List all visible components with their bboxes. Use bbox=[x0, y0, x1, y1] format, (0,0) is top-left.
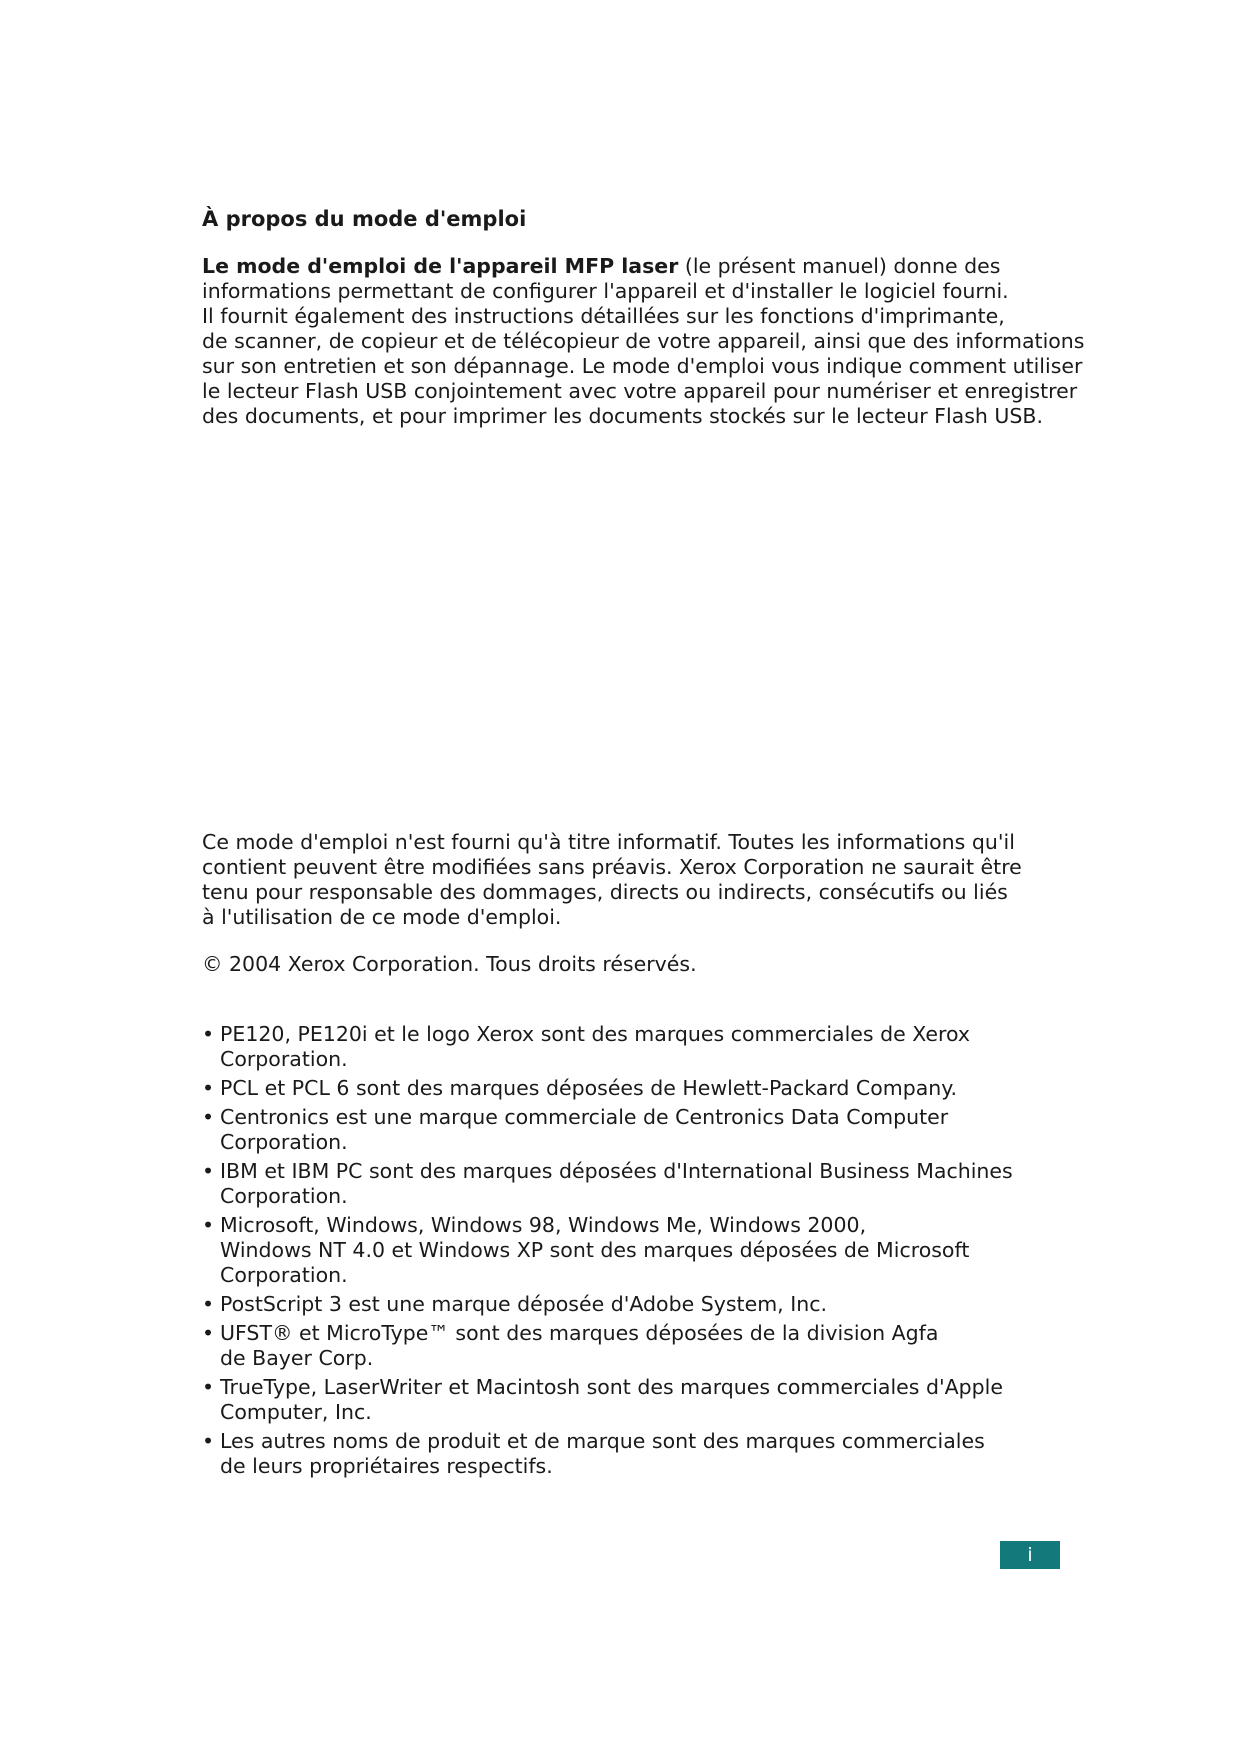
intro-first-line-rest: (le présent manuel) donne des bbox=[678, 254, 1001, 278]
bullet-icon: • bbox=[202, 1321, 215, 1345]
trademark-item bbox=[202, 1375, 1062, 1425]
trademark-item bbox=[202, 1213, 1062, 1288]
trademark-line: Corporation. bbox=[220, 1263, 348, 1287]
intro-line: sur son entretien et son dépannage. Le mode d'emploi vous indique comment utiliser bbox=[202, 354, 1083, 378]
disclaimer-line: à l'utilisation de ce mode d'emploi. bbox=[202, 905, 562, 929]
intro-first-line bbox=[202, 254, 1062, 279]
trademark-line: Corporation. bbox=[220, 1130, 348, 1154]
bullet-icon: • bbox=[202, 1292, 215, 1316]
intro-line: de scanner, de copieur et de télécopieur de votre appareil, ainsi que des informations bbox=[202, 329, 1085, 353]
trademark-line: PostScript 3 est une marque déposée d'Adobe System, Inc. bbox=[220, 1292, 828, 1316]
trademark-line: de leurs propriétaires respectifs. bbox=[220, 1454, 553, 1478]
trademark-line: TrueType, LaserWriter et Macintosh sont des marques commerciales d'Apple bbox=[220, 1375, 1003, 1399]
trademark-list bbox=[202, 1022, 1062, 1483]
trademark-item bbox=[202, 1429, 1062, 1479]
section-title: À propos du mode d'emploi bbox=[202, 207, 527, 231]
disclaimer-paragraph bbox=[202, 830, 1062, 930]
trademark-line: de Bayer Corp. bbox=[220, 1346, 374, 1370]
intro-paragraph bbox=[202, 254, 1085, 429]
trademark-line: PCL et PCL 6 sont des marques déposées de Hewlett-Packard Company. bbox=[220, 1076, 958, 1100]
trademark-line: Centronics est une marque commerciale de Centronics Data Computer bbox=[220, 1105, 949, 1129]
copyright-notice: © 2004 Xerox Corporation. Tous droits réservés. bbox=[202, 952, 697, 976]
trademark-line: IBM et IBM PC sont des marques déposées d'International Business Machines bbox=[220, 1159, 1013, 1183]
trademark-line: Computer, Inc. bbox=[220, 1400, 372, 1424]
bullet-icon: • bbox=[202, 1429, 215, 1453]
trademark-line: Les autres noms de produit et de marque sont des marques commerciales bbox=[220, 1429, 985, 1453]
trademark-item bbox=[202, 1159, 1062, 1209]
bullet-icon: • bbox=[202, 1022, 215, 1046]
manual-name: Le mode d'emploi de l'appareil MFP laser bbox=[202, 254, 679, 278]
trademark-item bbox=[202, 1105, 1062, 1155]
trademark-line: Microsoft, Windows, Windows 98, Windows Me, Windows 2000, bbox=[220, 1213, 867, 1237]
intro-line: le lecteur Flash USB conjointement avec votre appareil pour numériser et enregistrer bbox=[202, 379, 1078, 403]
trademark-item bbox=[202, 1292, 1062, 1317]
intro-line: informations permettant de configurer l'appareil et d'installer le logiciel fourni. bbox=[202, 279, 1009, 303]
trademark-item bbox=[202, 1076, 1062, 1101]
disclaimer-line: Ce mode d'emploi n'est fourni qu'à titre informatif. Toutes les informations qu'il bbox=[202, 830, 1015, 854]
disclaimer-line: contient peuvent être modifiées sans préavis. Xerox Corporation ne saurait être bbox=[202, 855, 1022, 879]
trademark-line: Corporation. bbox=[220, 1047, 348, 1071]
bullet-icon: • bbox=[202, 1375, 215, 1399]
trademark-item bbox=[202, 1022, 1062, 1072]
bullet-icon: • bbox=[202, 1105, 215, 1129]
trademark-line: Corporation. bbox=[220, 1184, 348, 1208]
trademark-item bbox=[202, 1321, 1062, 1371]
page-number-badge: i bbox=[1000, 1541, 1060, 1569]
trademark-line: PE120, PE120i et le logo Xerox sont des marques commerciales de Xerox bbox=[220, 1022, 970, 1046]
intro-line: des documents, et pour imprimer les documents stockés sur le lecteur Flash USB. bbox=[202, 404, 1044, 428]
trademark-line: Windows NT 4.0 et Windows XP sont des marques déposées de Microsoft bbox=[220, 1238, 970, 1262]
disclaimer-line: tenu pour responsable des dommages, directs ou indirects, consécutifs ou liés bbox=[202, 880, 1008, 904]
trademark-line: UFST® et MicroType™ sont des marques déposées de la division Agfa bbox=[220, 1321, 939, 1345]
intro-line: Il fournit également des instructions détaillées sur les fonctions d'imprimante, bbox=[202, 304, 1005, 328]
bullet-icon: • bbox=[202, 1159, 215, 1183]
bullet-icon: • bbox=[202, 1213, 215, 1237]
bullet-icon: • bbox=[202, 1076, 215, 1100]
